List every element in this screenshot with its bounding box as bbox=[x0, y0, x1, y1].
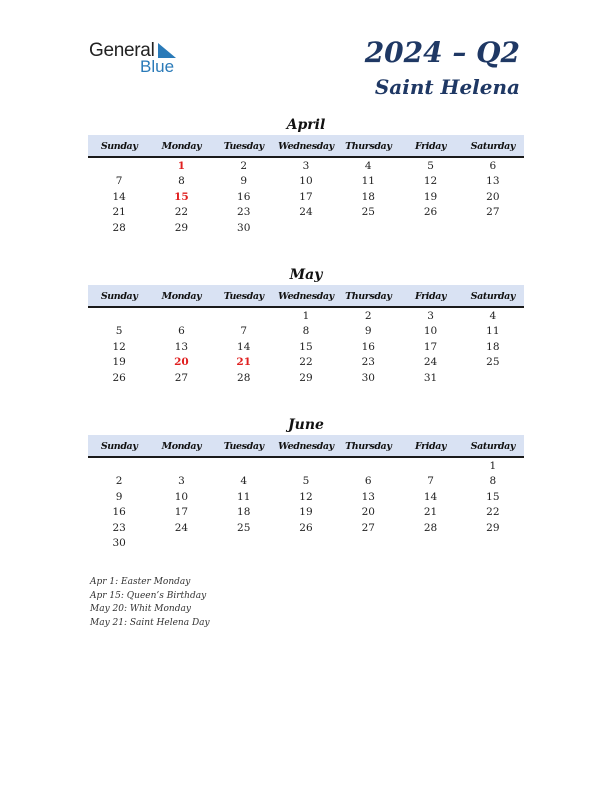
weekday-label: Tuesday bbox=[223, 141, 264, 152]
day-cell: 27 bbox=[486, 206, 500, 219]
day-cell: 6 bbox=[364, 475, 372, 488]
day-cell: 2 bbox=[115, 475, 123, 488]
day-cell: 19 bbox=[299, 506, 313, 519]
day-cell: 13 bbox=[361, 490, 375, 503]
empty-day-cell bbox=[213, 309, 275, 324]
empty-day-cell bbox=[275, 459, 337, 474]
day-cell: 21 bbox=[112, 206, 126, 219]
weekday-label: Monday bbox=[161, 291, 202, 302]
weekday-label: Tuesday bbox=[223, 441, 264, 452]
weekday-label: Saturday bbox=[470, 141, 516, 152]
day-cell: 14 bbox=[112, 190, 126, 203]
day-cell: 31 bbox=[423, 371, 438, 384]
day-cell: 25 bbox=[237, 521, 251, 534]
day-cell: 18 bbox=[486, 340, 500, 353]
weekday-label: Thursday bbox=[345, 291, 392, 302]
country-title: Saint Helena bbox=[374, 75, 520, 99]
empty-day-cell bbox=[213, 536, 275, 551]
empty-day-cell bbox=[337, 221, 399, 236]
day-cell: 12 bbox=[423, 175, 438, 188]
quarter-title: 2024 – Q2 bbox=[364, 36, 520, 69]
week-row bbox=[88, 159, 524, 174]
day-cell: 17 bbox=[423, 340, 438, 353]
day-cell: 20 bbox=[361, 506, 375, 519]
day-cell: 7 bbox=[115, 175, 123, 188]
day-cell: 11 bbox=[486, 325, 500, 338]
day-cell: 13 bbox=[486, 175, 500, 188]
weekday-label: Wednesday bbox=[278, 141, 334, 152]
day-cell: 21 bbox=[423, 506, 438, 519]
day-cell: 14 bbox=[237, 340, 251, 353]
weekday-label: Monday bbox=[161, 141, 202, 152]
weekday-label: Tuesday bbox=[223, 291, 264, 302]
empty-day-cell bbox=[213, 459, 275, 474]
day-cell: 4 bbox=[489, 310, 497, 322]
day-cell: 6 bbox=[178, 325, 185, 338]
weekday-label: Saturday bbox=[470, 291, 516, 302]
day-cell: 30 bbox=[361, 371, 375, 384]
week-row bbox=[88, 309, 524, 324]
weekday-label: Sunday bbox=[100, 441, 138, 452]
weekday-label: Wednesday bbox=[278, 291, 334, 302]
month-june bbox=[88, 415, 524, 551]
holiday-note: May 20: Whit Monday bbox=[90, 604, 191, 614]
day-cell: 11 bbox=[361, 175, 375, 188]
empty-day-cell bbox=[399, 459, 461, 474]
month-april bbox=[88, 115, 524, 236]
day-cell: 22 bbox=[486, 506, 500, 519]
month-name: May bbox=[289, 267, 323, 283]
day-cell: 26 bbox=[112, 371, 126, 384]
generalblue-logo bbox=[89, 40, 189, 76]
week-row bbox=[88, 536, 524, 551]
day-cell: 12 bbox=[112, 340, 126, 353]
weekday-label: Thursday bbox=[345, 141, 392, 152]
empty-day-cell bbox=[88, 159, 150, 174]
day-cell: 7 bbox=[240, 325, 248, 338]
weekday-label: Sunday bbox=[100, 141, 138, 152]
day-cell: 9 bbox=[240, 175, 248, 188]
holiday-note: May 21: Saint Helena Day bbox=[90, 617, 210, 628]
day-cell: 1 bbox=[302, 310, 310, 322]
week-row bbox=[88, 355, 524, 370]
week-row bbox=[88, 521, 524, 536]
day-cell: 27 bbox=[361, 521, 375, 534]
empty-day-cell bbox=[337, 536, 399, 551]
day-cell: 11 bbox=[237, 490, 251, 503]
month-name: June bbox=[288, 417, 324, 433]
empty-day-cell bbox=[462, 536, 524, 551]
weekday-label: Friday bbox=[414, 441, 447, 452]
day-cell: 16 bbox=[361, 340, 375, 353]
day-cell: 17 bbox=[299, 190, 313, 203]
day-cell: 29 bbox=[486, 521, 500, 534]
day-cell: 8 bbox=[489, 475, 497, 488]
week-row bbox=[88, 505, 524, 520]
logo-text-general: General bbox=[89, 40, 155, 61]
day-cell: 27 bbox=[174, 371, 189, 384]
weekday-label: Friday bbox=[414, 141, 447, 152]
day-cell: 18 bbox=[361, 190, 375, 203]
day-cell: 20 bbox=[486, 190, 500, 203]
weekday-label: Saturday bbox=[470, 441, 516, 452]
day-cell: 4 bbox=[240, 475, 248, 488]
empty-day-cell bbox=[88, 309, 150, 324]
day-cell: 5 bbox=[302, 475, 310, 488]
logo-text-blue: Blue bbox=[140, 57, 175, 76]
empty-day-cell bbox=[150, 536, 212, 551]
empty-day-cell bbox=[337, 459, 399, 474]
day-cell: 28 bbox=[237, 371, 251, 384]
weekday-label: Sunday bbox=[100, 291, 138, 302]
day-cell: 16 bbox=[237, 190, 251, 203]
month-weeks bbox=[88, 308, 524, 386]
week-row bbox=[88, 190, 524, 205]
holiday-note: Apr 1: Easter Monday bbox=[90, 577, 191, 587]
month-may bbox=[88, 265, 524, 386]
week-row bbox=[88, 340, 524, 355]
weekday-header bbox=[88, 285, 524, 308]
empty-day-cell bbox=[275, 221, 337, 236]
day-cell: 23 bbox=[237, 206, 251, 219]
day-cell: 13 bbox=[174, 340, 189, 353]
day-cell: 28 bbox=[423, 521, 438, 534]
day-cell: 16 bbox=[112, 506, 126, 519]
week-row bbox=[88, 221, 524, 236]
day-cell: 3 bbox=[427, 310, 434, 322]
day-cell: 26 bbox=[299, 521, 313, 534]
day-cell: 22 bbox=[299, 356, 313, 369]
day-cell: 28 bbox=[112, 221, 126, 234]
holiday-note: Apr 15: Queen’s Birthday bbox=[90, 590, 207, 601]
day-cell: 10 bbox=[299, 175, 313, 188]
week-row bbox=[88, 474, 524, 489]
day-cell: 17 bbox=[174, 506, 189, 519]
day-cell: 7 bbox=[427, 475, 434, 488]
day-cell: 18 bbox=[237, 506, 251, 519]
day-cell: 4 bbox=[364, 160, 372, 172]
day-cell: 10 bbox=[174, 490, 189, 503]
weekday-label: Friday bbox=[414, 291, 447, 302]
holiday-day-cell: 15 bbox=[174, 190, 189, 203]
day-cell: 24 bbox=[174, 521, 189, 534]
day-cell: 9 bbox=[115, 490, 123, 503]
day-cell: 10 bbox=[423, 325, 438, 338]
week-row bbox=[88, 174, 524, 189]
weekday-label: Thursday bbox=[345, 441, 392, 452]
day-cell: 30 bbox=[237, 221, 251, 234]
day-cell: 30 bbox=[112, 536, 126, 549]
week-row bbox=[88, 459, 524, 474]
week-row bbox=[88, 371, 524, 386]
holiday-day-cell: 21 bbox=[236, 356, 252, 369]
empty-day-cell bbox=[399, 536, 461, 551]
month-weeks bbox=[88, 158, 524, 236]
day-cell: 23 bbox=[361, 356, 375, 369]
day-cell: 24 bbox=[423, 356, 438, 369]
day-cell: 23 bbox=[112, 521, 126, 534]
day-cell: 15 bbox=[299, 340, 313, 353]
day-cell: 25 bbox=[486, 356, 500, 369]
week-row bbox=[88, 324, 524, 339]
holiday-day-cell: 20 bbox=[174, 356, 189, 369]
day-cell: 8 bbox=[178, 175, 185, 188]
day-cell: 1 bbox=[489, 460, 497, 472]
day-cell: 29 bbox=[174, 221, 189, 234]
day-cell: 3 bbox=[178, 475, 185, 488]
empty-day-cell bbox=[150, 309, 212, 324]
empty-day-cell bbox=[462, 371, 524, 386]
day-cell: 3 bbox=[302, 160, 310, 172]
day-cell: 29 bbox=[299, 371, 313, 384]
month-name: April bbox=[286, 117, 326, 133]
day-cell: 2 bbox=[240, 160, 248, 172]
day-cell: 24 bbox=[299, 206, 313, 219]
empty-day-cell bbox=[275, 536, 337, 551]
empty-day-cell bbox=[150, 459, 212, 474]
empty-day-cell bbox=[399, 221, 461, 236]
day-cell: 19 bbox=[112, 356, 126, 369]
day-cell: 9 bbox=[364, 325, 372, 338]
day-cell: 2 bbox=[364, 310, 372, 322]
day-cell: 14 bbox=[423, 490, 438, 503]
week-row bbox=[88, 205, 524, 220]
day-cell: 22 bbox=[174, 206, 189, 219]
weekday-label: Wednesday bbox=[278, 441, 334, 452]
day-cell: 5 bbox=[427, 160, 434, 172]
day-cell: 5 bbox=[115, 325, 123, 338]
weekday-header bbox=[88, 135, 524, 158]
empty-day-cell bbox=[462, 221, 524, 236]
week-row bbox=[88, 490, 524, 505]
month-weeks bbox=[88, 458, 524, 551]
day-cell: 25 bbox=[361, 206, 375, 219]
holiday-day-cell: 1 bbox=[177, 160, 186, 172]
day-cell: 12 bbox=[299, 490, 313, 503]
weekday-label: Monday bbox=[161, 441, 202, 452]
day-cell: 26 bbox=[423, 206, 438, 219]
holiday-notes bbox=[90, 576, 210, 630]
day-cell: 19 bbox=[423, 190, 438, 203]
empty-day-cell bbox=[88, 459, 150, 474]
weekday-header bbox=[88, 435, 524, 458]
day-cell: 6 bbox=[489, 160, 497, 172]
day-cell: 15 bbox=[486, 490, 500, 503]
day-cell: 8 bbox=[302, 325, 310, 338]
